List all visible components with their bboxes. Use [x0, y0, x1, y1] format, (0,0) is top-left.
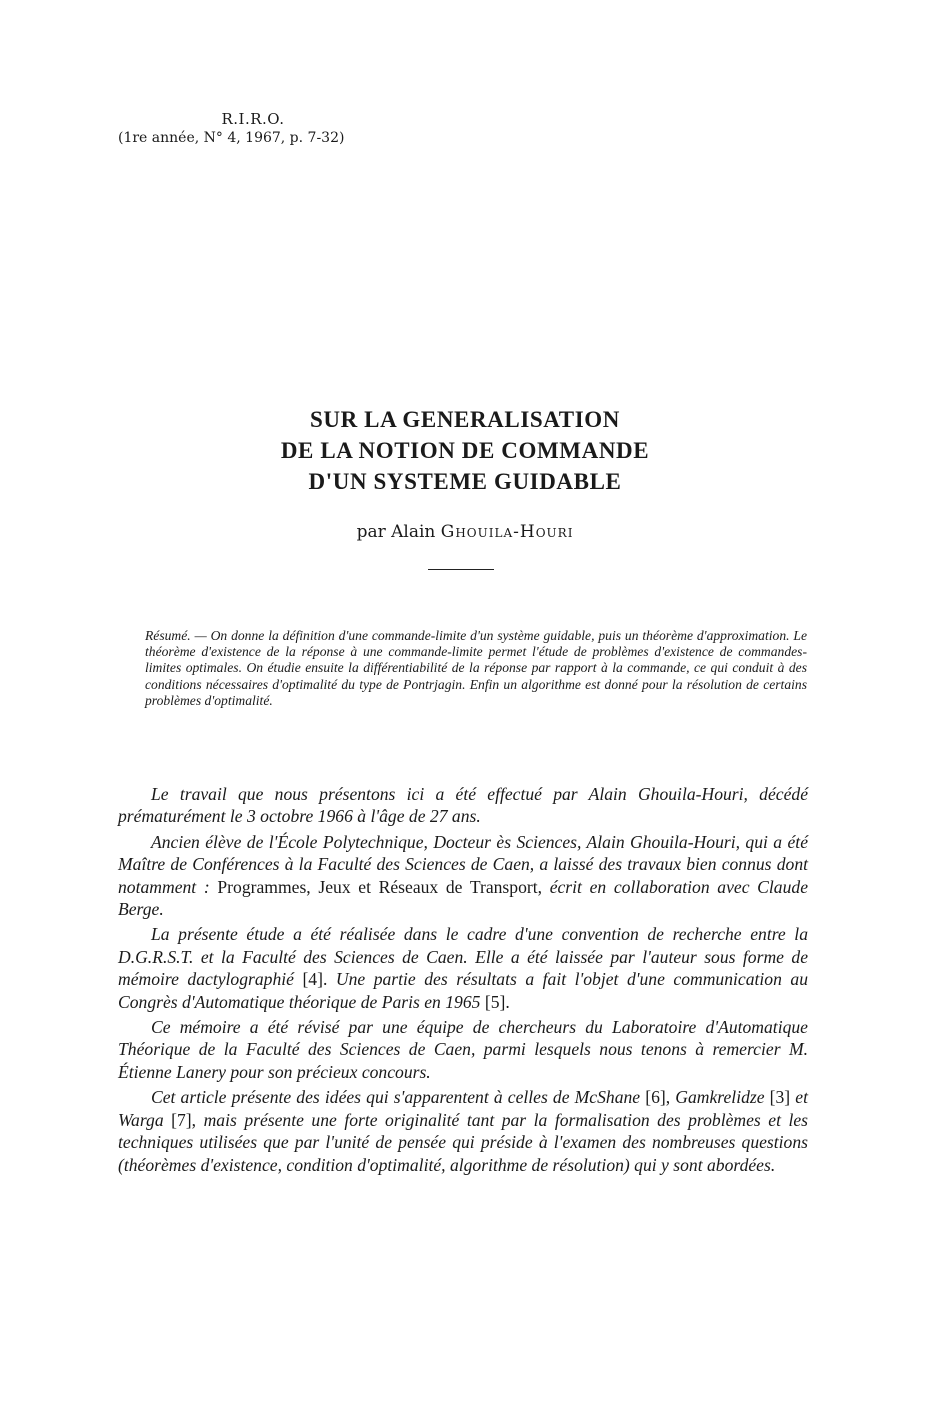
- citation-ref: [7],: [171, 1109, 197, 1130]
- paragraph-5-text: Cet article présente des idées qui s'apparentent à celles de McShane: [151, 1087, 641, 1108]
- author-prefix: par Alain: [356, 522, 436, 542]
- author-line: [150, 522, 780, 542]
- citation-ref: [6],: [645, 1087, 671, 1108]
- paragraph-4: Ce mémoire a été révisé par une équipe de chercheurs du Laboratoire d'Automatique Théorique de la Faculté des Sciences de Caen, parmi lesquels nous tenons à remercier M. Étienne Lanery pour son précieux concours.: [118, 1017, 808, 1082]
- paragraph-3: [118, 923, 808, 1013]
- body-text: [118, 783, 808, 1179]
- citation-ref: [4].: [302, 969, 328, 990]
- citation-ref: [5].: [484, 991, 510, 1012]
- paragraph-3-text-2: Une partie des résultats a fait l'objet d'une communication au Congrès d'Automatique théorique de Paris en 1965: [118, 969, 808, 1012]
- journal-header: [118, 110, 388, 146]
- title-line-2: DE LA NOTION DE COMMANDE: [280, 438, 650, 463]
- paragraph-1: Le travail que nous présentons ici a été effectué par Alain Ghouila-Houri, décédé prématurément le 3 octobre 1966 à l'âge de 27 ans.: [118, 784, 808, 827]
- abstract-label: Résumé.: [145, 628, 191, 643]
- separator-rule: [428, 569, 494, 570]
- paper-title: [150, 404, 780, 497]
- title-line-3: D'UN SYSTEME GUIDABLE: [308, 469, 622, 494]
- paragraph-2-end: écrit en collaboration avec Claude Berge.: [118, 876, 808, 920]
- title-line-1: SUR LA GENERALISATION: [310, 407, 620, 432]
- paragraph-2-text: Ancien élève de l'École Polytechnique, Docteur ès Sciences, Alain Ghouila-Houri, qui a été Maître de Conférences à la Faculté des Sciences de Caen, a laissé des travaux bien connus dont notamment :: [118, 831, 808, 897]
- paragraph-2: [118, 831, 808, 921]
- citation-ref: [3]: [769, 1087, 791, 1108]
- journal-issue: (1re année, N° 4, 1967, p. 7-32): [118, 130, 345, 146]
- paragraph-5-text-2: Gamkrelidze: [675, 1087, 765, 1108]
- abstract-text: On donne la définition d'une commande-limite d'un système guidable, puis un théorème d'approximation. Le théorème d'existence de la réponse à une commande-limite permet l'étude de problèmes d'existence de commandes-limites optimales. On étudie ensuite la différentiabilité de la réponse par rapport à la commande, ce qui conduit à des conditions nécessaires d'optimalité du type de Pontrjagin. Enfin un algorithme est donné pour la résolution de certains problèmes d'optimalité.: [145, 628, 807, 708]
- paragraph-5-text-4: mais présente une forte originalité tant par la formalisation des problèmes et les techniques utilisées que par l'unité de pensée qui préside à l'examen des nombreuses questions (théorèmes d'existence, condition d'optimalité, algorithme de résolution) qui y sont abordées.: [118, 1109, 809, 1175]
- book-title: Programmes, Jeux et Réseaux de Transport,: [217, 876, 543, 897]
- paragraph-3-text: La présente étude a été réalisée dans le cadre d'une convention de recherche entre la D.G.R.S.T. et la Faculté des Sciences de Caen. Elle a été laissée par l'auteur sous forme de mémoire dactylographié: [118, 924, 808, 990]
- paragraph-5-text-3: et Warga: [118, 1087, 808, 1130]
- journal-name: R.I.R.O.: [221, 110, 285, 128]
- abstract-dash: —: [194, 628, 211, 643]
- paragraph-5: [118, 1086, 808, 1176]
- abstract: [145, 628, 807, 709]
- author-name: Ghouila-Houri: [440, 522, 574, 542]
